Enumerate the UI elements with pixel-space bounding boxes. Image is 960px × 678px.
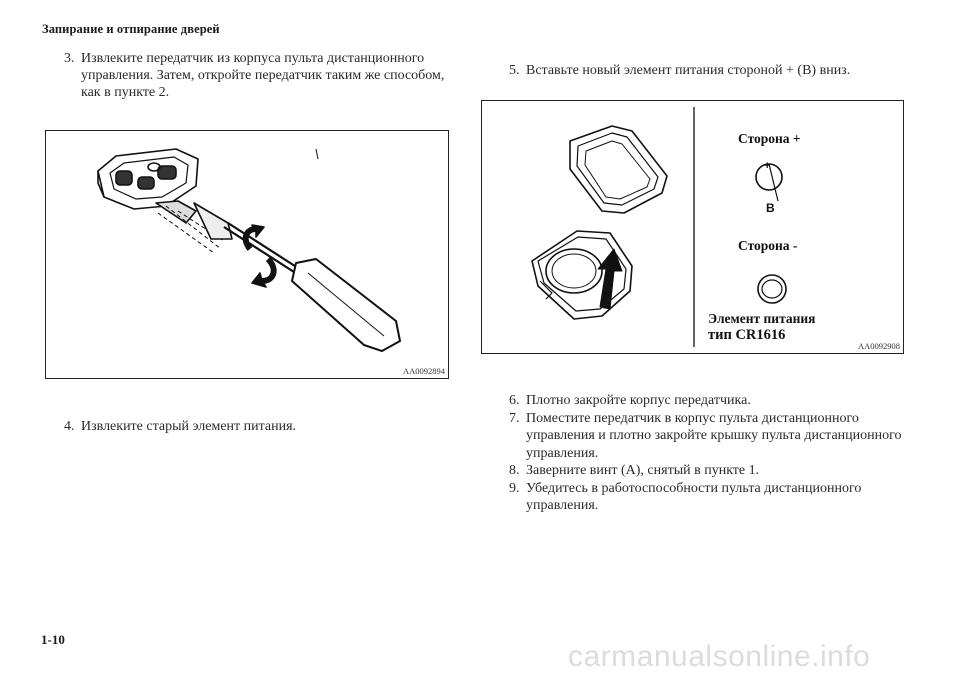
figure-code: AA0092894 [402, 366, 445, 376]
step-3-line-3: как в пункте 2. [81, 85, 170, 100]
list-item [509, 480, 929, 515]
list-item [509, 392, 929, 410]
plus-sign: + [764, 160, 771, 172]
item-line: управления. [526, 498, 599, 513]
item-line: Поместите передатчик в корпус пульта дистанционного [526, 410, 859, 426]
section-header: Запирание и отпирание дверей [42, 22, 220, 36]
marker-b: B [766, 201, 775, 215]
step-text: Вставьте новый элемент питания стороной + (В) вниз. [526, 63, 851, 78]
battery-illustration [482, 101, 903, 353]
item-number: 9. [509, 480, 520, 496]
battery-type-line-1: Элемент питания [708, 311, 816, 326]
screwdriver-illustration [46, 131, 448, 378]
battery-type-label [708, 311, 815, 343]
step-3-line-1: Извлеките передатчик из корпуса пульта дистанционного [81, 51, 425, 66]
step-text [81, 50, 461, 101]
battery-type-line-2: тип CR1616 [708, 327, 786, 343]
item-line: Убедитесь в работоспособности пульта дистанционного [526, 480, 862, 496]
item-number: 8. [509, 463, 520, 478]
list-item [509, 410, 929, 463]
step-5 [509, 62, 909, 82]
item-line: управления. [526, 445, 599, 461]
step-number: 4. [64, 419, 75, 434]
item-line: управления и плотно закройте крышку пульта дистанционного [526, 428, 902, 443]
step-number: 5. [509, 63, 520, 78]
step-3-line-2: управления. Затем, откройте передатчик таким же способом, [81, 68, 445, 83]
figure-remove-transmitter [45, 130, 449, 379]
item-line: Заверните винт (А), снятый в пункте 1. [526, 463, 760, 478]
step-number: 3. [64, 51, 75, 66]
item-number: 7. [509, 410, 520, 426]
steps-list [509, 392, 929, 515]
item-number: 6. [509, 393, 520, 408]
list-item [509, 462, 929, 480]
step-text: Извлеките старый элемент питания. [81, 419, 297, 434]
side-plus-label: Сторона + [738, 131, 801, 146]
item-line: Плотно закройте корпус передатчика. [526, 393, 751, 408]
page-number: 1-10 [41, 632, 65, 647]
step-4 [64, 418, 444, 438]
figure-insert-battery [481, 100, 904, 354]
watermark: carmanualsonline.info [568, 640, 871, 673]
step-3 [64, 50, 464, 102]
side-minus-label: Сторона - [738, 238, 798, 253]
figure-code: AA0092908 [857, 341, 900, 351]
